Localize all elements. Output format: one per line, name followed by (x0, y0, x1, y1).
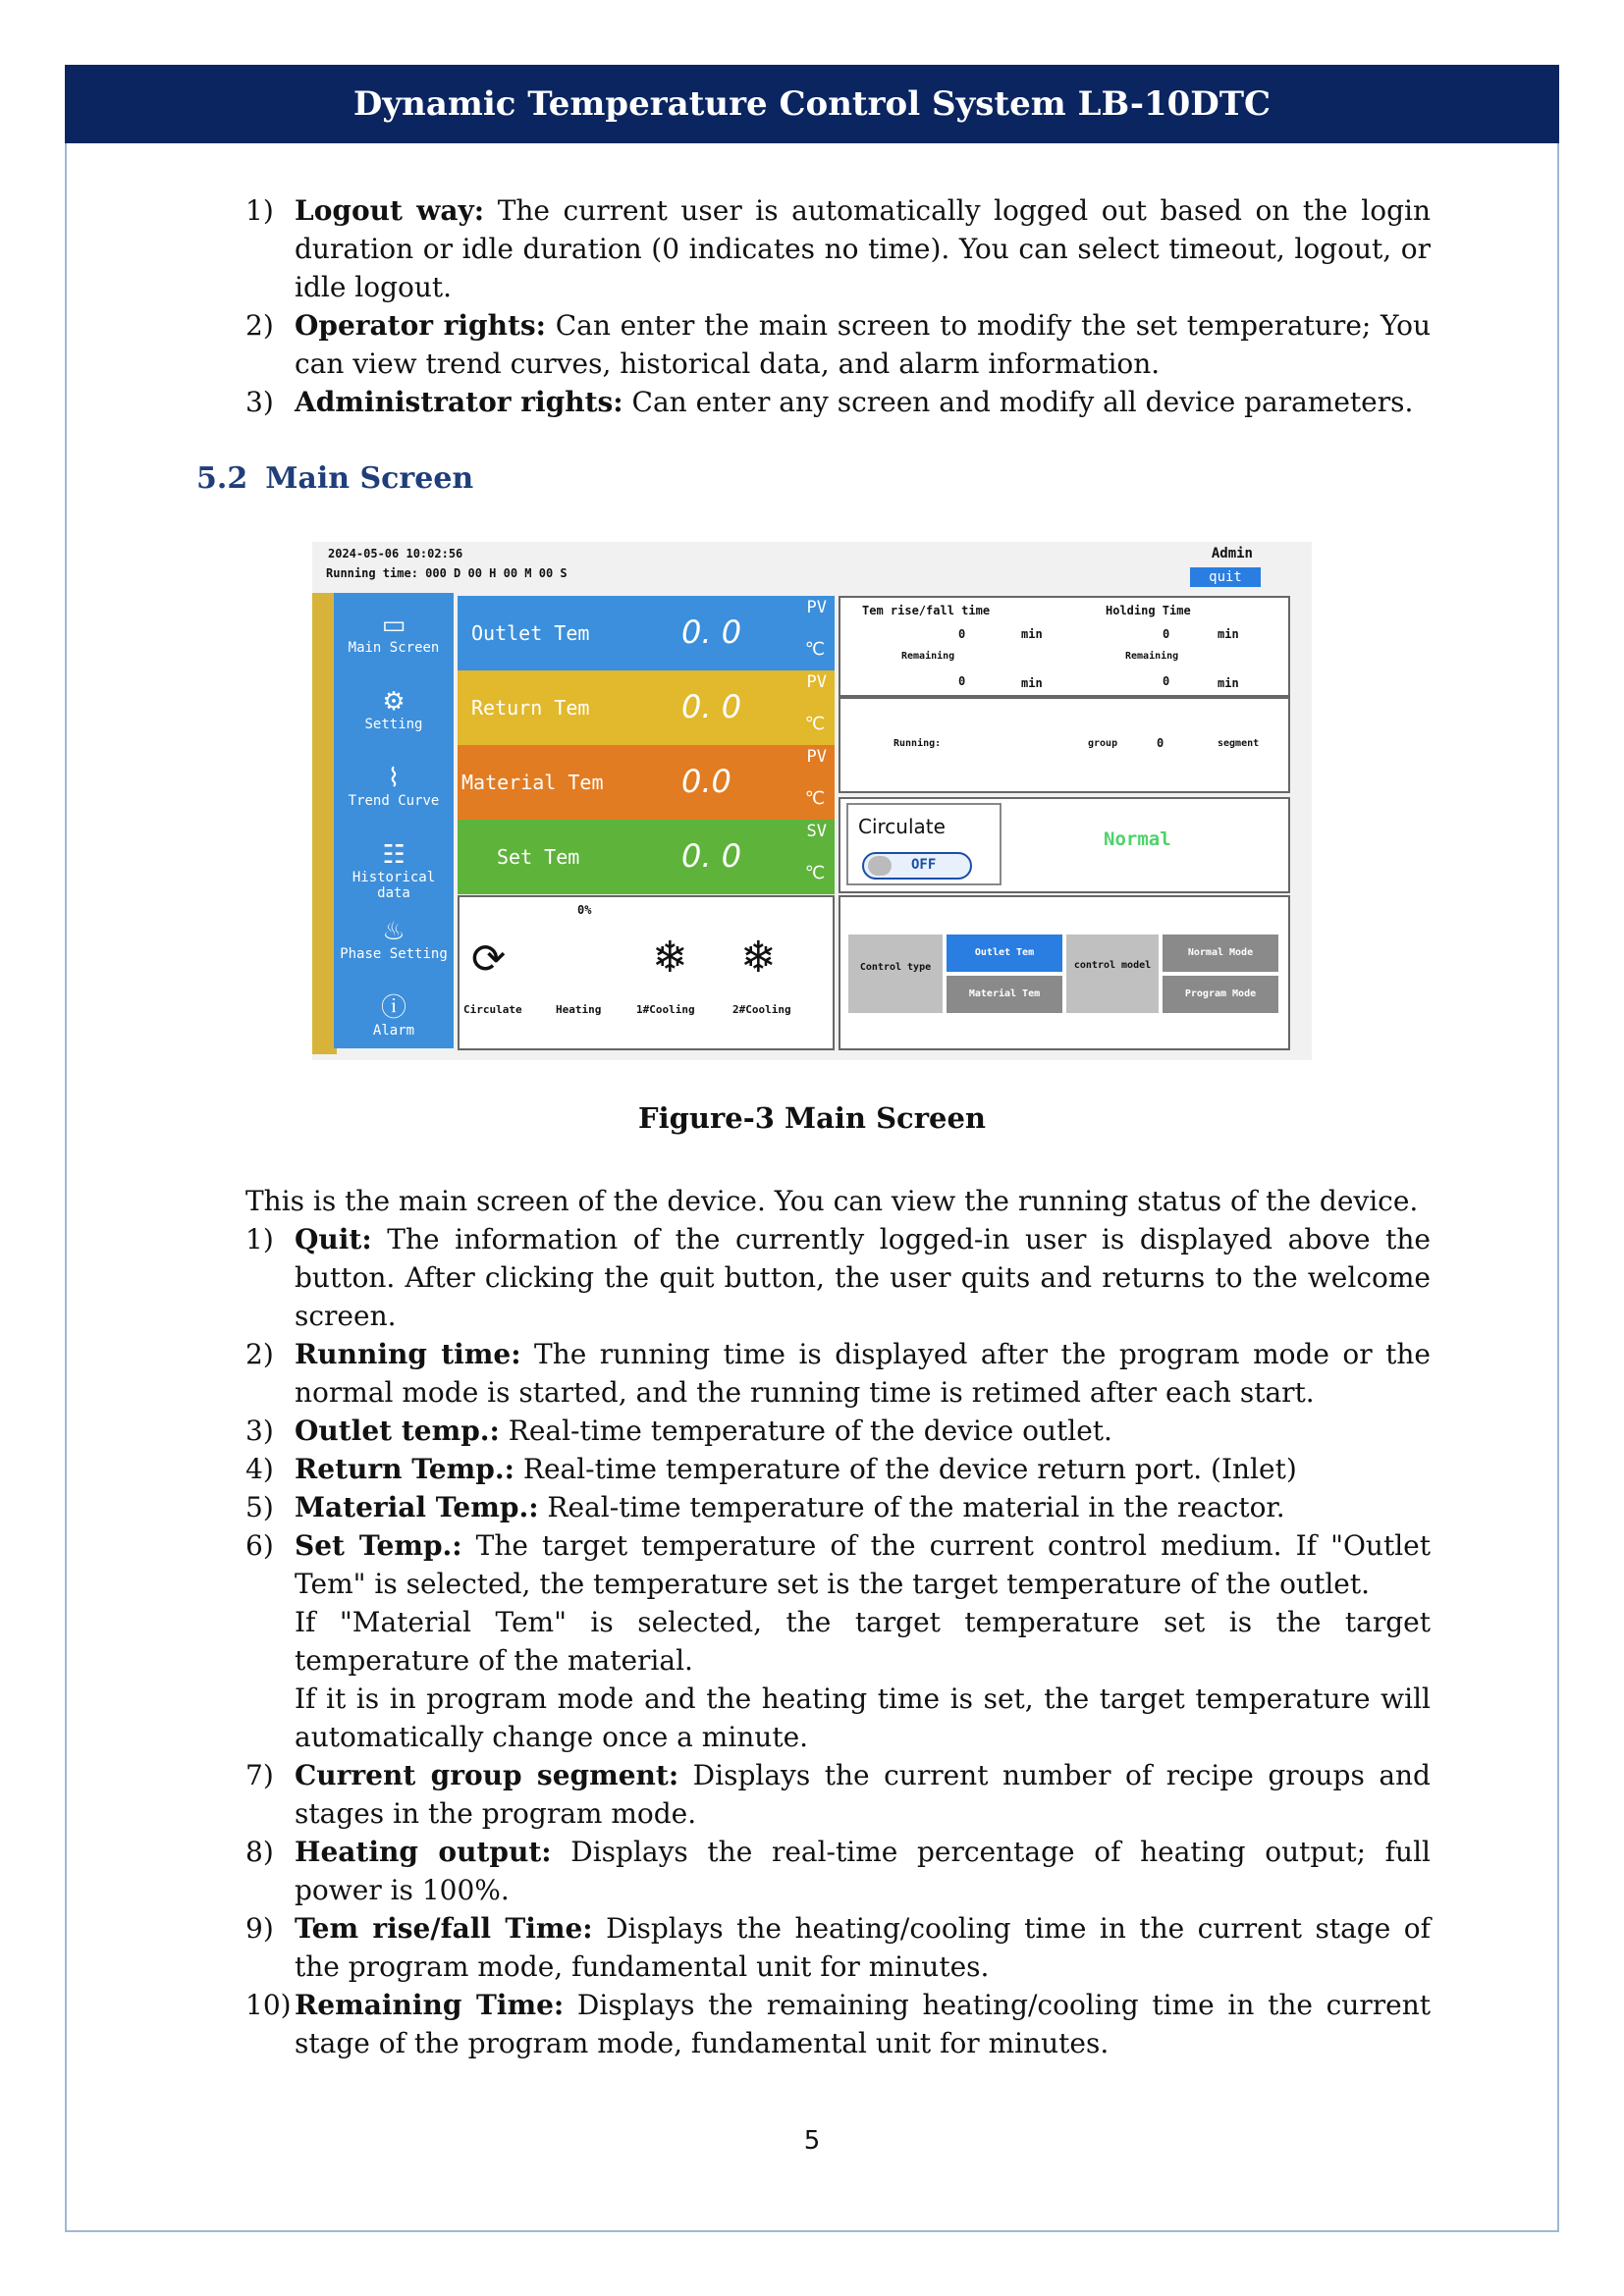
sidebar-item-setting[interactable]: ⚙ Setting (334, 687, 454, 732)
control-panel (839, 895, 1290, 1050)
circulate-toggle[interactable]: OFF (862, 852, 972, 880)
rise-fall-label: Tem rise/fall time (862, 604, 991, 617)
outlet-tem-button[interactable]: Outlet Tem (947, 934, 1062, 972)
sidebar-item-alarm[interactable]: ⓘ Alarm (334, 993, 454, 1039)
circulate-panel (839, 797, 1290, 893)
item-number: 1) (245, 194, 274, 227)
control-type-label: Control type (848, 934, 943, 1013)
list-item (245, 306, 1431, 383)
circulate-icon: ⟳ (471, 934, 507, 983)
set-tem-tile[interactable]: Set Tem 0. 0 SV ℃ (458, 820, 835, 894)
status-normal: Normal (1104, 828, 1171, 850)
item-text: Can enter any screen and modify all device parameters. (623, 386, 1414, 418)
control-model-label: control model (1066, 934, 1159, 1013)
remaining-value: 0 (1163, 674, 1170, 688)
list-item: 2) Running time: The running time is displayed after the program mode or the normal mode is started, and the running time is retimed after each start. (245, 1338, 1431, 1409)
phase-icon: ♨ (382, 917, 406, 946)
list-item (245, 383, 1431, 421)
list-item: 5) Material Temp.: Real-time temperature of the material in the reactor. (245, 1491, 1285, 1523)
circulate-box (846, 803, 1001, 885)
figure-caption: Figure-3 Main Screen (638, 1101, 986, 1135)
main-list (245, 1220, 1431, 2062)
material-tem-button[interactable]: Material Tem (947, 976, 1062, 1013)
holding-label: Holding Time (1106, 604, 1191, 617)
status-label-heating: Heating (556, 1003, 602, 1016)
time-panel (839, 596, 1290, 697)
list-item: 8) Heating output: Displays the real-time percentage of heating output; full power is 100%. (245, 1836, 1431, 1906)
section-heading (196, 461, 473, 496)
page-header: Dynamic Temperature Control System LB-10DTC (65, 65, 1559, 143)
status-label-1-cooling: 1#Cooling (636, 1003, 695, 1016)
section-title: Main Screen (265, 461, 474, 496)
sidebar-item-historical-data[interactable]: ☷ Historical data (334, 840, 454, 901)
main-list-block (245, 1182, 1431, 2062)
normal-mode-button[interactable]: Normal Mode (1163, 934, 1278, 972)
remaining-value: 0 (958, 674, 966, 688)
wrench-icon: ⚙ (382, 687, 406, 717)
sidebar-item-phase-setting[interactable]: ♨ Phase Setting (334, 917, 454, 962)
rise-fall-value: 0 (958, 627, 966, 641)
rise-fall-unit: min (1021, 627, 1043, 641)
running-time: Running time: 000 D 00 H 00 M 00 S (326, 566, 568, 580)
item-term: Logout way: (295, 194, 485, 227)
outlet-tem-tile: Outlet Tem 0. 0 PV ℃ (458, 596, 835, 670)
item-text: Can enter the main screen to modify the set temperature; You can view trend curves, historical data, and alarm information. (295, 309, 1432, 380)
monitor-icon: ▭ (381, 611, 406, 640)
list-item (245, 191, 1431, 306)
list-item: 6) Set Temp.: The target temperature of the current control medium. If "Outlet Tem" is selected, the temperature set is the target temperature of the outlet. If "Material Tem" is selected, the target temperature set is the target temperature of the material. If it is in program mode and the heating time is set, the target temperature will automatically change once a minute. (245, 1529, 1431, 1753)
page-number: 5 (803, 2126, 821, 2156)
group-label: group (1088, 738, 1118, 749)
running-panel (839, 697, 1290, 793)
datetime: 2024-05-06 10:02:56 (328, 547, 463, 561)
intro-paragraph: This is the main screen of the device. You can view the running status of the device. (245, 1185, 1419, 1217)
list-item: 10) Remaining Time: Displays the remaining heating/cooling time in the current stage of the program mode, fundamental unit for minutes. (245, 1989, 1431, 2059)
material-tem-tile: Material Tem 0.0 PV ℃ (458, 745, 835, 820)
history-icon: ☷ (382, 840, 406, 870)
group-value: 0 (1157, 736, 1164, 750)
list-item: 3) Outlet temp.: Real-time temperature of the device outlet. (245, 1415, 1112, 1447)
snowflake-icon: ❄ (652, 933, 688, 983)
sidebar-item-trend-curve[interactable]: ⌇ Trend Curve (334, 764, 454, 809)
quit-button[interactable]: quit (1190, 567, 1261, 587)
running-label: Running: (893, 738, 942, 749)
info-icon: ⓘ (380, 993, 406, 1023)
status-panel (458, 895, 835, 1050)
remaining-label: Remaining (901, 651, 955, 662)
status-label-2-cooling: 2#Cooling (732, 1003, 791, 1016)
list-item: 4) Return Temp.: Real-time temperature of the device return port. (Inlet) (245, 1453, 1297, 1485)
program-mode-button[interactable]: Program Mode (1163, 976, 1278, 1013)
main-screen-figure (312, 542, 1312, 1060)
user-label: Admin (1211, 546, 1253, 561)
list-item: 7) Current group segment: Displays the current number of recipe groups and stages in the program mode. (245, 1759, 1431, 1830)
snowflake-icon: ❄ (740, 933, 777, 983)
section-number: 5.2 (196, 461, 248, 496)
circulate-label: Circulate (858, 815, 946, 838)
item-number: 2) (245, 309, 274, 342)
sidebar (334, 593, 454, 1048)
top-list-block (245, 191, 1431, 421)
status-label-circulate: Circulate (463, 1003, 522, 1016)
list-item: 1) Quit: The information of the currently logged-in user is displayed above the button. After clicking the quit button, the user quits and returns to the welcome screen. (245, 1223, 1431, 1332)
remaining-label: Remaining (1125, 651, 1179, 662)
sidebar-item-main-screen[interactable]: ▭ Main Screen (334, 611, 454, 656)
heating-percent: 0% (577, 903, 592, 917)
return-tem-tile: Return Tem 0. 0 PV ℃ (458, 670, 835, 745)
holding-unit: min (1218, 627, 1239, 641)
remaining-unit: min (1218, 676, 1239, 690)
item-term: Operator rights: (295, 309, 546, 342)
holding-value: 0 (1163, 627, 1170, 641)
item-term: Administrator rights: (295, 386, 623, 418)
remaining-unit: min (1021, 676, 1043, 690)
chart-icon: ⌇ (387, 764, 401, 793)
list-item: 9) Tem rise/fall Time: Displays the heating/cooling time in the current stage of the program mode, fundamental unit for minutes. (245, 1912, 1431, 1983)
top-list (245, 191, 1431, 421)
segment-label: segment (1218, 738, 1260, 749)
item-number: 3) (245, 386, 274, 418)
item-text: The current user is automatically logged out based on the login duration or idle duration (0 indicates no time). You can select timeout, logout, or idle logout. (295, 194, 1432, 303)
